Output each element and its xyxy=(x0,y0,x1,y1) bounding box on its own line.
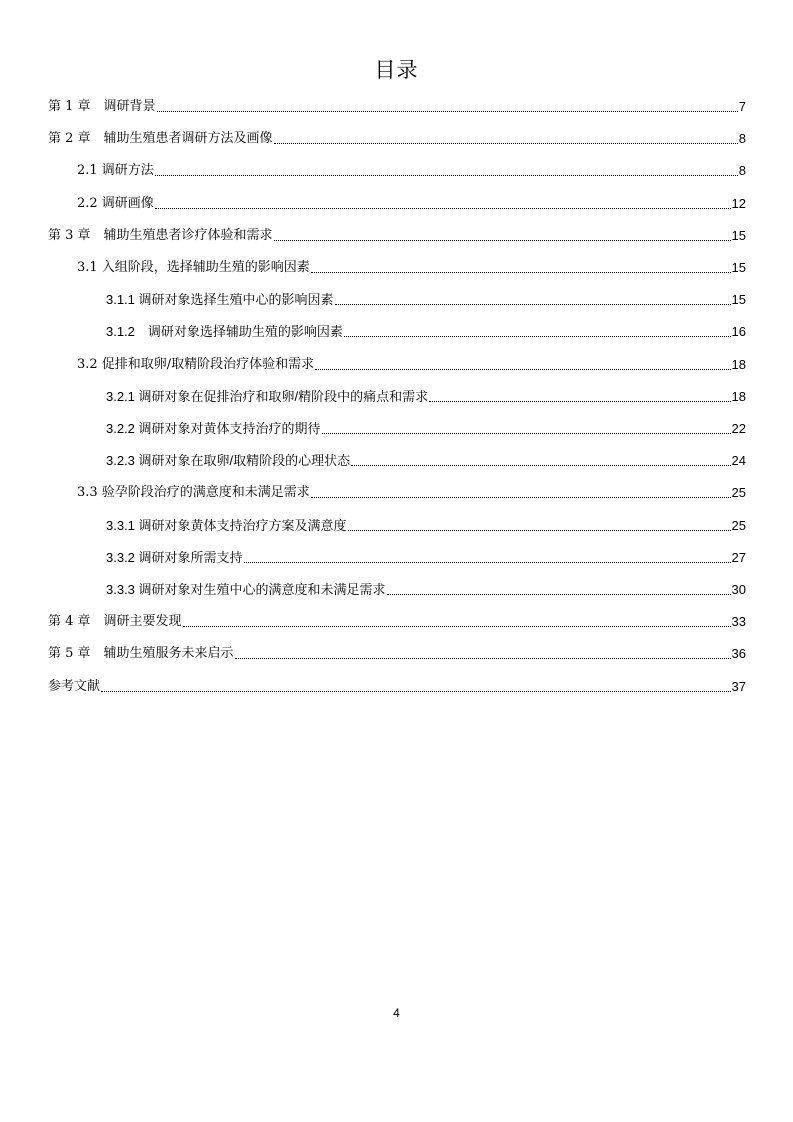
toc-dot-leader xyxy=(311,271,731,273)
toc-entry[interactable] xyxy=(77,478,746,502)
toc-entry-label: 3.3.3 调研对象对生殖中心的满意度和未满足需求 xyxy=(106,582,386,597)
toc-entry[interactable] xyxy=(77,156,746,180)
toc-entry-label: 参考文献 xyxy=(48,678,101,694)
toc-entry[interactable] xyxy=(77,189,746,213)
toc-entry-label: 3.1.1 调研对象选择生殖中心的影响因素 xyxy=(106,292,334,308)
toc-entry[interactable] xyxy=(106,382,746,406)
toc-entry-label: 3.3.2 调研对象所需支持 xyxy=(106,549,243,565)
toc-entry-label: 2.1 调研方法 xyxy=(77,163,154,179)
toc-entry[interactable] xyxy=(106,285,746,309)
toc-entry[interactable] xyxy=(106,317,746,341)
page-number: 4 xyxy=(393,1006,400,1020)
toc-entry[interactable] xyxy=(48,639,746,663)
toc-entry[interactable] xyxy=(106,543,746,567)
toc-dot-leader xyxy=(315,368,730,370)
toc-entry-label: 3.2 促排和取卵/取精阶段治疗体验和需求 xyxy=(77,356,315,372)
toc-entry[interactable] xyxy=(106,575,746,599)
toc-dot-leader xyxy=(155,174,738,176)
toc-entry-label: 3.2.3 调研对象在取卵/取精阶段的心理状态 xyxy=(106,453,351,469)
toc-entry-label: 第 2 章 辅助生殖患者调研方法及画像 xyxy=(48,131,273,147)
toc-entry-label: 第 3 章 辅助生殖患者诊疗体验和需求 xyxy=(48,227,273,243)
toc-entry-page-number: 33 xyxy=(731,614,746,630)
toc-dot-leader xyxy=(274,239,731,241)
toc-entry-page-number: 8 xyxy=(738,131,746,147)
toc-entry[interactable] xyxy=(106,414,746,438)
toc-entry[interactable] xyxy=(77,253,746,277)
toc-dot-leader xyxy=(157,110,738,112)
toc-entry-page-number: 36 xyxy=(731,646,746,662)
toc-dot-leader xyxy=(235,657,731,659)
toc-dot-leader xyxy=(311,496,731,498)
toc-entry-label: 3.3 验孕阶段治疗的满意度和未满足需求 xyxy=(77,485,310,501)
toc-entry-page-number: 7 xyxy=(738,99,746,114)
toc-entry-page-number: 30 xyxy=(731,582,746,597)
toc-dot-leader xyxy=(322,432,731,434)
toc-entry-label: 3.3.1 调研对象黄体支持治疗方案及满意度 xyxy=(106,517,347,533)
toc-dot-leader xyxy=(351,464,730,466)
toc-dot-leader xyxy=(244,561,731,563)
toc-dot-leader xyxy=(348,529,731,531)
toc-entry-page-number: 27 xyxy=(731,549,746,565)
toc-entry[interactable] xyxy=(48,607,746,631)
toc-entry-label: 3.1 入组阶段，选择辅助生殖的影响因素 xyxy=(77,260,310,275)
toc-entry-page-number: 18 xyxy=(731,388,746,404)
toc-entry-label: 3.1.2 调研对象选择辅助生殖的影响因素 xyxy=(106,324,343,340)
toc-dot-leader xyxy=(335,303,731,305)
toc-entry-label: 第 1 章 调研背景 xyxy=(48,99,156,114)
toc-entry-page-number: 15 xyxy=(731,227,746,243)
toc-entry[interactable] xyxy=(77,350,746,374)
toc-title: 目录 xyxy=(374,58,419,82)
toc-entry-label: 3.2.1 调研对象在促排治疗和取卵/精阶段中的痛点和需求 xyxy=(106,388,429,404)
toc-entry-page-number: 37 xyxy=(731,678,746,694)
toc-dot-leader xyxy=(101,690,731,692)
toc-entry-page-number: 24 xyxy=(731,453,746,469)
toc-entry-page-number: 25 xyxy=(731,485,746,501)
toc-entry[interactable] xyxy=(48,124,746,148)
toc-entry-label: 2.2 调研画像 xyxy=(77,195,154,211)
toc-entry-page-number: 16 xyxy=(731,324,746,340)
toc-entry-page-number: 15 xyxy=(731,292,746,308)
toc-entry[interactable] xyxy=(48,92,746,116)
toc-entry[interactable] xyxy=(106,511,746,535)
toc-dot-leader xyxy=(429,400,730,402)
toc-entry-label: 第 5 章 辅助生殖服务未来启示 xyxy=(48,646,234,662)
toc-dot-leader xyxy=(274,142,738,144)
toc-entry-page-number: 25 xyxy=(731,517,746,533)
toc-entry-page-number: 18 xyxy=(731,356,746,372)
toc-entry[interactable] xyxy=(106,446,746,470)
toc-entry-page-number: 15 xyxy=(731,260,746,275)
toc-dot-leader xyxy=(183,625,731,627)
toc-entry-page-number: 8 xyxy=(738,163,746,179)
toc-entry-label: 3.2.2 调研对象对黄体支持治疗的期待 xyxy=(106,421,321,436)
toc-entry[interactable] xyxy=(48,672,746,696)
toc-dot-leader xyxy=(387,593,731,595)
toc-entry[interactable] xyxy=(48,221,746,245)
toc-dot-leader xyxy=(344,335,731,337)
toc-dot-leader xyxy=(155,207,731,209)
toc-entry-page-number: 12 xyxy=(731,195,746,211)
toc-entry-page-number: 22 xyxy=(731,421,746,436)
toc-entry-label: 第 4 章 调研主要发现 xyxy=(48,614,182,630)
